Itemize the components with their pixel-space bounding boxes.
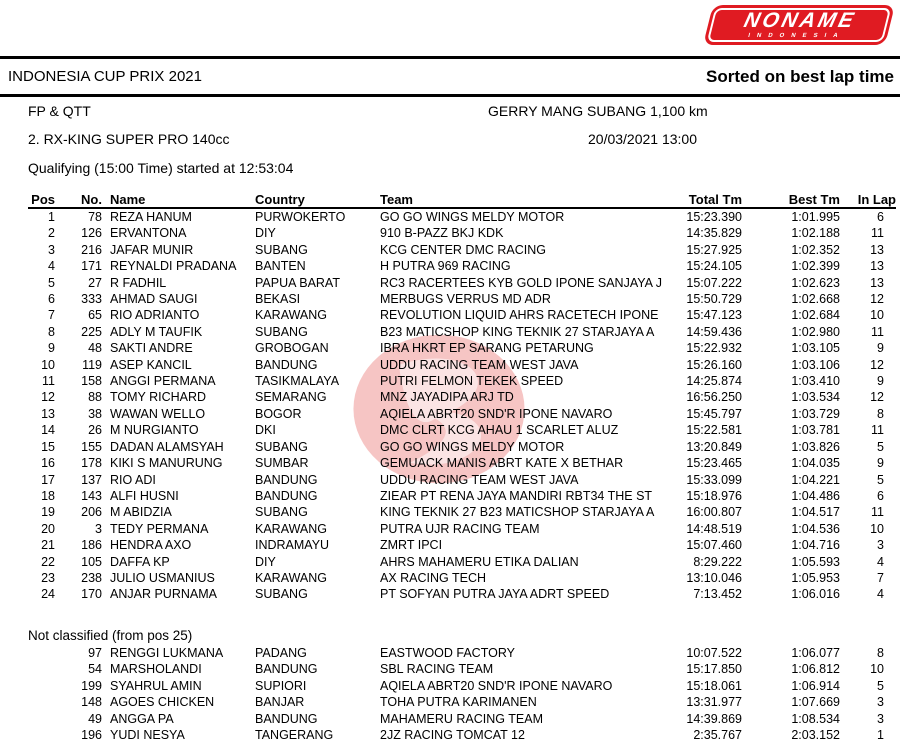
cell-pos: 9 <box>48 341 55 356</box>
cell-pos: 16 <box>41 456 55 471</box>
cell-country: DIY <box>255 554 276 569</box>
cell-in-lap: 9 <box>877 341 884 356</box>
cell-country: TASIKMALAYA <box>255 374 340 389</box>
cell-best-tm: 1:04.536 <box>791 521 840 536</box>
cell-no: 170 <box>81 587 102 602</box>
cell-name: SAKTI ANDRE <box>110 341 193 356</box>
cell-pos: 2 <box>48 226 55 241</box>
noname-logo-badge <box>703 5 895 45</box>
cell-best-tm: 1:02.399 <box>791 259 840 274</box>
cell-no: 186 <box>81 538 102 553</box>
cell-team: REVOLUTION LIQUID AHRS RACETECH IPONE <box>380 308 659 323</box>
cell-pos: 17 <box>41 472 55 487</box>
table-row <box>28 472 896 488</box>
cell-pos <box>28 645 55 661</box>
cell-total-tm: 14:25.874 <box>686 374 742 389</box>
cell-team: ZIEAR PT RENA JAYA MANDIRI RBT34 THE ST <box>380 488 653 503</box>
cell-team: KING TEKNIK 27 B23 MATICSHOP STARJAYA A <box>380 505 655 520</box>
cell-name: DAFFA KP <box>110 554 170 569</box>
cell-team: B23 MATICSHOP KING TEKNIK 27 STARJAYA A <box>380 324 655 339</box>
cell-total-tm: 16:56.250 <box>686 390 742 405</box>
cell-country: BANTEN <box>255 259 306 274</box>
not-classified-label: Not classified (from pos 25) <box>28 628 193 643</box>
logo-sub-text: INDONESIA <box>747 33 846 39</box>
cell-in-lap: 9 <box>877 456 884 471</box>
cell-no: 155 <box>81 439 102 454</box>
col-header-total-tm: Total Tm <box>678 186 742 208</box>
cell-total-tm: 15:26.160 <box>686 357 742 372</box>
table-row <box>28 521 896 537</box>
cell-pos: 11 <box>42 374 55 389</box>
col-header-pos: Pos <box>28 186 55 208</box>
cell-pos: 4 <box>48 259 55 274</box>
cell-pos: 5 <box>48 275 55 290</box>
cell-name: M NURGIANTO <box>110 423 199 438</box>
cell-no: 178 <box>81 456 102 471</box>
cell-best-tm: 1:02.188 <box>791 226 840 241</box>
cell-in-lap: 13 <box>870 242 884 257</box>
cell-name: MARSHOLANDI <box>110 662 202 677</box>
cell-name: KIKI S MANURUNG <box>110 456 223 471</box>
cell-total-tm: 13:20.849 <box>686 439 742 454</box>
cell-best-tm: 1:03.729 <box>791 406 840 421</box>
cell-no: 49 <box>88 711 102 726</box>
cell-country: SUBANG <box>255 242 308 257</box>
col-header-country: Country <box>255 186 380 208</box>
datetime-label: 20/03/2021 13:00 <box>588 131 697 147</box>
cell-total-tm: 14:39.869 <box>686 711 742 726</box>
cell-total-tm: 15:24.105 <box>686 259 742 274</box>
top-divider <box>0 56 900 59</box>
cell-name: SYAHRUL AMIN <box>110 678 202 693</box>
cell-pos: 3 <box>48 242 55 257</box>
cell-in-lap: 8 <box>877 646 884 660</box>
cell-team: 2JZ RACING TOMCAT 12 <box>380 728 525 743</box>
cell-team: DMC CLRT KCG AHAU 1 SCARLET ALUZ <box>380 423 619 438</box>
cell-best-tm: 1:08.534 <box>791 711 840 726</box>
table-row <box>28 711 896 727</box>
col-header-best-tm: Best Tm <box>742 186 840 208</box>
cell-country: SEMARANG <box>255 390 327 405</box>
cell-country: BANDUNG <box>255 488 318 503</box>
cell-no: 148 <box>81 695 102 710</box>
cell-pos: 15 <box>41 439 55 454</box>
table-row <box>28 307 896 323</box>
cell-in-lap: 5 <box>877 678 884 693</box>
cell-total-tm: 15:45.797 <box>686 406 742 421</box>
cell-name: YUDI NESYA <box>110 728 185 743</box>
cell-total-tm: 8:29.222 <box>693 554 742 569</box>
cell-best-tm: 1:02.352 <box>791 242 840 257</box>
cell-name: ALFI HUSNI <box>110 488 179 503</box>
cell-total-tm: 15:22.932 <box>686 341 742 356</box>
cell-country: BANJAR <box>255 695 305 710</box>
cell-no: 88 <box>88 390 102 405</box>
table-row <box>28 645 896 661</box>
cell-pos: 18 <box>41 488 55 503</box>
cell-in-lap: 7 <box>877 570 884 585</box>
cell-no: 54 <box>88 662 102 677</box>
cell-best-tm: 1:04.716 <box>791 538 840 553</box>
cell-no: 238 <box>81 570 102 585</box>
cell-no: 126 <box>81 226 102 241</box>
cell-country: BEKASI <box>255 292 301 307</box>
cell-in-lap: 6 <box>877 488 884 503</box>
cell-country: GROBOGAN <box>255 341 329 356</box>
cell-team: MAHAMERU RACING TEAM <box>380 711 543 726</box>
cell-team: GEMUACK MANIS ABRT KATE X BETHAR <box>380 456 624 471</box>
cell-country: SUBANG <box>255 587 308 602</box>
cell-in-lap: 13 <box>870 275 884 290</box>
logo-brand-text: NONAME <box>741 9 859 32</box>
cell-name: M ABIDZIA <box>110 505 172 520</box>
table-row <box>28 455 896 471</box>
table-row <box>28 694 896 710</box>
cell-name: ANGGI PERMANA <box>110 374 216 389</box>
cell-pos: 6 <box>48 292 55 307</box>
cell-country: KARAWANG <box>255 570 327 585</box>
cell-team: AHRS MAHAMERU ETIKA DALIAN <box>380 554 579 569</box>
cell-pos: 10 <box>41 357 55 372</box>
cell-team: AQIELA ABRT20 SND'R IPONE NAVARO <box>380 406 613 421</box>
cell-team: IBRA HKRT EP SARANG PETARUNG <box>380 341 594 356</box>
cell-country: PURWOKERTO <box>255 210 346 224</box>
cell-no: 206 <box>81 505 102 520</box>
title-bar <box>0 62 900 92</box>
cell-best-tm: 1:06.077 <box>791 646 840 660</box>
cell-name: ANGGA PA <box>110 711 174 726</box>
cell-pos: 21 <box>41 538 55 553</box>
cell-pos: 20 <box>41 521 55 536</box>
cell-name: AHMAD SAUGI <box>110 292 198 307</box>
cell-best-tm: 1:02.980 <box>791 324 840 339</box>
cell-in-lap: 3 <box>877 711 884 726</box>
cell-name: JAFAR MUNIR <box>110 242 194 257</box>
cell-total-tm: 15:50.729 <box>686 292 742 307</box>
cell-best-tm: 2:03.152 <box>791 728 840 743</box>
cell-name: ASEP KANCIL <box>110 357 192 372</box>
cell-country: BANDUNG <box>255 472 318 487</box>
cell-name: RIO ADI <box>110 472 156 487</box>
cell-total-tm: 15:47.123 <box>686 308 742 323</box>
cell-best-tm: 1:06.914 <box>791 678 840 693</box>
cell-in-lap: 3 <box>877 538 884 553</box>
results-table <box>28 186 896 603</box>
cell-best-tm: 1:02.668 <box>791 292 840 307</box>
cell-pos <box>28 727 55 743</box>
cell-best-tm: 1:03.410 <box>791 374 840 389</box>
cell-total-tm: 2:35.767 <box>693 728 742 743</box>
cell-country: SUMBAR <box>255 456 309 471</box>
cell-no: 137 <box>81 472 102 487</box>
cell-total-tm: 15:17.850 <box>686 662 742 677</box>
cell-in-lap: 11 <box>871 423 884 438</box>
cell-name: DADAN ALAMSYAH <box>110 439 224 454</box>
cell-team: MERBUGS VERRUS MD ADR <box>380 292 551 307</box>
cell-pos: 19 <box>41 505 55 520</box>
cell-country: BANDUNG <box>255 662 318 677</box>
cell-no: 143 <box>81 488 102 503</box>
cell-name: HENDRA AXO <box>110 538 192 553</box>
sorted-on-label: Sorted on best lap time <box>706 67 894 86</box>
cell-total-tm: 15:23.465 <box>686 456 742 471</box>
cell-name: WAWAN WELLO <box>110 406 206 421</box>
cell-country: SUBANG <box>255 505 308 520</box>
cell-no: 97 <box>88 646 102 660</box>
cell-country: PADANG <box>255 646 307 660</box>
cell-total-tm: 10:07.522 <box>686 646 742 660</box>
cell-total-tm: 15:07.222 <box>686 275 742 290</box>
cell-in-lap: 1 <box>877 728 884 743</box>
cell-pos: 13 <box>41 406 55 421</box>
table-row <box>28 488 896 504</box>
cell-pos: 23 <box>41 570 55 585</box>
cell-no: 105 <box>81 554 102 569</box>
cell-total-tm: 7:13.452 <box>693 587 742 602</box>
cell-team: GO GO WINGS MELDY MOTOR <box>380 210 565 224</box>
cell-team: AQIELA ABRT20 SND'R IPONE NAVARO <box>380 678 613 693</box>
cell-total-tm: 13:10.046 <box>686 570 742 585</box>
cell-best-tm: 1:05.953 <box>791 570 840 585</box>
cell-no: 171 <box>81 259 102 274</box>
table-row <box>28 357 896 373</box>
cell-in-lap: 4 <box>877 554 884 569</box>
table-row <box>28 422 896 438</box>
table-row <box>28 275 896 291</box>
col-header-no: No. <box>55 186 102 208</box>
cell-in-lap: 6 <box>877 210 884 224</box>
table-row <box>28 439 896 455</box>
cell-best-tm: 1:04.221 <box>791 472 840 487</box>
cell-team: MNZ JAYADIPA ARJ TD <box>380 390 514 405</box>
cell-name: AGOES CHICKEN <box>110 695 215 710</box>
cell-no: 196 <box>81 728 102 743</box>
col-header-team: Team <box>380 186 678 208</box>
cell-total-tm: 14:48.519 <box>686 521 742 536</box>
title-divider <box>0 94 900 97</box>
class-label: 2. RX-KING SUPER PRO 140cc <box>28 131 230 147</box>
cell-pos: 22 <box>41 554 55 569</box>
cell-in-lap: 8 <box>877 406 884 421</box>
table-row <box>28 537 896 553</box>
cell-best-tm: 1:03.781 <box>791 423 840 438</box>
cell-total-tm: 15:18.976 <box>686 488 742 503</box>
cell-pos: 14 <box>41 423 55 438</box>
cell-best-tm: 1:03.534 <box>791 390 840 405</box>
session-label: FP & QTT <box>28 103 91 119</box>
cell-country: KARAWANG <box>255 521 327 536</box>
cell-name: ANJAR PURNAMA <box>110 587 217 602</box>
cell-in-lap: 11 <box>871 505 884 520</box>
meta-row-session <box>0 101 900 121</box>
event-title: INDONESIA CUP PRIX 2021 <box>8 68 202 85</box>
cell-no: 199 <box>81 678 102 693</box>
cell-team: GO GO WINGS MELDY MOTOR <box>380 439 565 454</box>
cell-best-tm: 1:06.812 <box>791 662 840 677</box>
cell-team: TOHA PUTRA KARIMANEN <box>380 695 537 710</box>
qualifying-info: Qualifying (15:00 Time) started at 12:53:04 <box>28 160 294 176</box>
cell-in-lap: 9 <box>877 374 884 389</box>
table-row <box>28 727 896 743</box>
not-classified-table <box>28 645 896 743</box>
cell-team: PT SOFYAN PUTRA JAYA ADRT SPEED <box>380 587 610 602</box>
cell-no: 48 <box>88 341 102 356</box>
cell-name: REZA HANUM <box>110 210 192 224</box>
cell-pos: 7 <box>48 308 55 323</box>
cell-team: EASTWOOD FACTORY <box>380 646 515 660</box>
cell-team: RC3 RACERTEES KYB GOLD IPONE SANJAYA J <box>380 275 663 290</box>
cell-name: TEDY PERMANA <box>110 521 209 536</box>
cell-best-tm: 1:07.669 <box>791 695 840 710</box>
cell-pos <box>28 694 55 710</box>
cell-in-lap: 13 <box>870 259 884 274</box>
cell-in-lap: 12 <box>870 390 884 405</box>
table-row <box>28 570 896 586</box>
table-row <box>28 340 896 356</box>
cell-best-tm: 1:03.826 <box>791 439 840 454</box>
cell-country: SUPIORI <box>255 678 307 693</box>
cell-no: 78 <box>88 210 102 224</box>
cell-best-tm: 1:05.593 <box>791 554 840 569</box>
cell-no: 158 <box>81 374 102 389</box>
cell-best-tm: 1:04.486 <box>791 488 840 503</box>
cell-in-lap: 11 <box>871 226 884 241</box>
cell-name: R FADHIL <box>110 275 167 290</box>
cell-pos: 1 <box>48 210 55 224</box>
col-header-name: Name <box>102 186 255 208</box>
cell-in-lap: 5 <box>877 472 884 487</box>
cell-total-tm: 15:07.460 <box>686 538 742 553</box>
cell-team: SBL RACING TEAM <box>380 662 494 677</box>
cell-no: 225 <box>81 324 102 339</box>
cell-team: H PUTRA 969 RACING <box>380 259 511 274</box>
cell-in-lap: 5 <box>877 439 884 454</box>
table-row <box>28 554 896 570</box>
cell-country: PAPUA BARAT <box>255 275 340 290</box>
table-row <box>28 678 896 694</box>
cell-pos: 8 <box>48 324 55 339</box>
cell-no: 3 <box>95 521 102 536</box>
cell-best-tm: 1:04.035 <box>791 456 840 471</box>
cell-total-tm: 15:23.390 <box>686 210 742 224</box>
table-row <box>28 661 896 677</box>
cell-country: TANGERANG <box>255 728 334 743</box>
cell-country: DIY <box>255 226 276 241</box>
cell-best-tm: 1:03.106 <box>791 357 840 372</box>
cell-country: DKI <box>255 423 276 438</box>
cell-pos: 12 <box>41 390 55 405</box>
cell-country: SUBANG <box>255 439 308 454</box>
cell-in-lap: 10 <box>870 662 884 677</box>
cell-name: REYNALDI PRADANA <box>110 259 237 274</box>
circuit-label: GERRY MANG SUBANG 1,100 km <box>488 103 708 119</box>
cell-in-lap: 11 <box>871 324 884 339</box>
cell-in-lap: 12 <box>870 357 884 372</box>
table-row <box>28 258 896 274</box>
table-row <box>28 504 896 520</box>
cell-in-lap: 4 <box>877 587 884 602</box>
cell-no: 65 <box>88 308 102 323</box>
table-row <box>28 242 896 258</box>
cell-team: 910 B-PAZZ BKJ KDK <box>380 226 504 241</box>
meta-row-class <box>0 129 900 149</box>
cell-in-lap: 10 <box>870 308 884 323</box>
cell-in-lap: 3 <box>877 695 884 710</box>
cell-best-tm: 1:02.623 <box>791 275 840 290</box>
table-row <box>28 389 896 405</box>
table-row <box>28 373 896 389</box>
cell-name: RENGGI LUKMANA <box>110 646 224 660</box>
cell-no: 26 <box>88 423 102 438</box>
cell-best-tm: 1:01.995 <box>791 210 840 224</box>
cell-no: 38 <box>88 406 102 421</box>
cell-pos: 24 <box>41 587 55 602</box>
table-row <box>28 324 896 340</box>
cell-name: ADLY M TAUFIK <box>110 324 203 339</box>
noname-logo <box>708 5 890 45</box>
cell-total-tm: 16:00.807 <box>686 505 742 520</box>
col-header-in-lap: In Lap <box>840 186 896 208</box>
results-header-row <box>28 186 896 208</box>
cell-in-lap: 10 <box>870 521 884 536</box>
cell-team: UDDU RACING TEAM WEST JAVA <box>380 472 579 487</box>
cell-name: RIO ADRIANTO <box>110 308 200 323</box>
cell-country: INDRAMAYU <box>255 538 330 553</box>
cell-team: KCG CENTER DMC RACING <box>380 242 546 257</box>
cell-best-tm: 1:02.684 <box>791 308 840 323</box>
cell-country: KARAWANG <box>255 308 327 323</box>
cell-country: SUBANG <box>255 324 308 339</box>
table-row <box>28 406 896 422</box>
cell-no: 216 <box>81 242 102 257</box>
cell-total-tm: 13:31.977 <box>686 695 742 710</box>
cell-best-tm: 1:04.517 <box>791 505 840 520</box>
cell-pos <box>28 661 55 677</box>
cell-name: JULIO USMANIUS <box>110 570 215 585</box>
cell-name: ERVANTONA <box>110 226 187 241</box>
table-row <box>28 586 896 602</box>
cell-no: 119 <box>82 357 102 372</box>
cell-total-tm: 15:22.581 <box>686 423 742 438</box>
cell-name: TOMY RICHARD <box>110 390 207 405</box>
table-row <box>28 208 896 225</box>
table-row <box>28 291 896 307</box>
cell-team: ZMRT IPCI <box>380 538 443 553</box>
cell-total-tm: 15:33.099 <box>686 472 742 487</box>
cell-pos <box>28 678 55 694</box>
cell-team: AX RACING TECH <box>380 570 487 585</box>
cell-country: BANDUNG <box>255 357 318 372</box>
cell-total-tm: 15:27.925 <box>686 242 742 257</box>
cell-best-tm: 1:03.105 <box>791 341 840 356</box>
table-row <box>28 225 896 241</box>
cell-team: PUTRA UJR RACING TEAM <box>380 521 540 536</box>
cell-country: BANDUNG <box>255 711 318 726</box>
cell-total-tm: 14:59.436 <box>686 324 742 339</box>
cell-total-tm: 14:35.829 <box>686 226 742 241</box>
cell-no: 333 <box>81 292 102 307</box>
cell-total-tm: 15:18.061 <box>686 678 742 693</box>
cell-no: 27 <box>88 275 102 290</box>
meta-row-qualifying <box>0 158 900 178</box>
cell-pos <box>28 711 55 727</box>
cell-team: PUTRI FELMON TEKEK SPEED <box>380 374 564 389</box>
cell-team: UDDU RACING TEAM WEST JAVA <box>380 357 579 372</box>
cell-best-tm: 1:06.016 <box>791 587 840 602</box>
cell-country: BOGOR <box>255 406 302 421</box>
cell-in-lap: 12 <box>870 292 884 307</box>
